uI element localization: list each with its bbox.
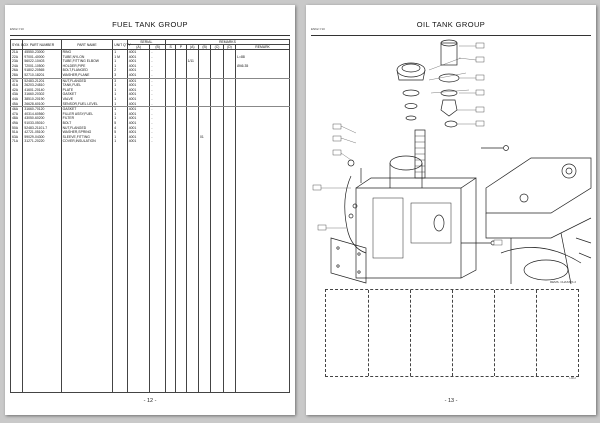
cell-part-name: SLEEVE,FITTING	[61, 135, 113, 140]
reference-code: LM12	[569, 377, 576, 380]
exploded-parts-diagram	[311, 38, 591, 284]
cell-qty: 5	[113, 130, 127, 135]
cell-qty: 1	[113, 97, 127, 102]
cell-part-name: GASKET	[61, 92, 113, 97]
cell-sym: 37A	[11, 78, 23, 83]
cell-serial-a: 4001	[127, 139, 150, 144]
cell-part-name: COVER,INSULATION	[61, 139, 113, 144]
cell-qty: 4	[113, 126, 127, 131]
cell-serial-b: -	[150, 55, 165, 60]
cell-sym: 21A	[11, 50, 23, 55]
page-title: FUEL TANK GROUP	[112, 20, 188, 29]
cell-qty: 1	[113, 112, 127, 117]
parts-table	[10, 39, 290, 393]
header-unit-qty: UNIT Q'TY	[113, 40, 127, 50]
empty-cell	[150, 144, 165, 393]
header-s: S	[165, 45, 175, 50]
cell-part-name: FILTER	[61, 116, 113, 121]
cell-part-name: TUBE,NYLON	[61, 55, 113, 60]
cell-serial-b: -	[150, 112, 165, 117]
cell-serial-b: -	[150, 92, 165, 97]
cell-remark: L=88	[236, 55, 290, 60]
cell-part-number: 97001-40000	[23, 55, 61, 60]
cell-qty: 1	[113, 116, 127, 121]
cell-serial-a: 4001	[127, 55, 150, 60]
cell-part-name: FILLER ASSY,FUEL	[61, 112, 113, 117]
dashed-divider	[494, 290, 495, 376]
title-rule	[10, 35, 290, 36]
cell-part-name: BOLT,FLANGED	[61, 68, 113, 73]
cell-part-name: HOLDER,PIPE	[61, 64, 113, 69]
cell-qty: 1	[113, 50, 127, 55]
cell-serial-a: 4001	[127, 126, 150, 131]
cell-part-number: 91033-05010	[23, 121, 61, 126]
cell-sym: 42A	[11, 88, 23, 93]
cell-part-number: 31660-20302	[23, 92, 61, 97]
cell-qty: 1	[113, 64, 127, 69]
cell-sym: 44A	[11, 97, 23, 102]
cell-serial-a: 4001	[127, 88, 150, 93]
cell-part-number: 59029-04300	[23, 135, 61, 140]
cell-serial-b: -	[150, 78, 165, 83]
header-d: (D)	[223, 45, 235, 50]
diagram-sheet-label: REMS. CHASSIS 2	[549, 280, 576, 284]
cell-part-number: 31660-70120	[23, 107, 61, 112]
cell-sym: 22A	[11, 55, 23, 60]
cell-serial-a: 4001	[127, 135, 150, 140]
cell-serial-b: -	[150, 135, 165, 140]
cell-part-number: 26203-24810	[23, 83, 61, 88]
cell-qty: 5	[113, 121, 127, 126]
dashed-divider	[452, 290, 453, 376]
cell-serial-b: -	[150, 59, 165, 64]
cell-serial-b: -	[150, 83, 165, 88]
cell-serial-a: 4001	[127, 112, 150, 117]
cell-part-number: 40314-60560	[23, 112, 61, 117]
cell-part-number: 52710-18201	[23, 73, 61, 78]
cell-serial-a: 4001	[127, 97, 150, 102]
header-serial-a: (A)	[127, 45, 150, 50]
doc-code: EN62-Y10	[10, 27, 24, 31]
cell-qty: 2	[113, 68, 127, 73]
empty-cell	[211, 144, 223, 393]
cell-serial-a: 4001	[127, 73, 150, 78]
cell-part-name: VALVE	[61, 97, 113, 102]
cell-sym: 71A	[11, 139, 23, 144]
empty-cell	[11, 144, 23, 393]
cell-remark: Ø46.35	[236, 64, 290, 69]
empty-cell	[113, 144, 127, 393]
header-remarks: REMARKS	[165, 40, 289, 45]
cell-serial-b: -	[150, 107, 165, 112]
cell-remark-a: 1/11	[186, 59, 198, 64]
cell-serial-a: 4001	[127, 59, 150, 64]
cell-part-number: 52483-21201	[23, 78, 61, 83]
cell-serial-b: -	[150, 68, 165, 73]
cell-serial-a: 4001	[127, 107, 150, 112]
header-serial: SERIAL	[127, 40, 165, 45]
cell-part-number: 41601-20140	[23, 88, 61, 93]
cell-part-number: 26628-60100	[23, 102, 61, 107]
cell-sym: 50A	[11, 126, 23, 131]
empty-cell	[198, 144, 210, 393]
cell-qty: 1	[113, 102, 127, 107]
cell-serial-b: -	[150, 126, 165, 131]
cell-sym: 51A	[11, 130, 23, 135]
header-sym-no: SYM. BOX	[11, 40, 23, 50]
header-part-number: PART NUMBER	[23, 40, 61, 50]
empty-cell	[236, 144, 290, 393]
cell-serial-a: 4001	[127, 64, 150, 69]
dashed-divider	[410, 290, 411, 376]
cell-part-name: SENSOR,FUEL LEVEL	[61, 102, 113, 107]
doc-code: EN62-Y10	[311, 27, 325, 31]
cell-serial-b: -	[150, 102, 165, 107]
cell-sym: 24A	[11, 64, 23, 69]
cell-part-number: 38510-20190	[23, 97, 61, 102]
page-number: - 12 -	[143, 398, 157, 404]
cell-serial-b: -	[150, 121, 165, 126]
cell-part-name: NUT,FLANGED	[61, 126, 113, 131]
cell-part-name: TUBE,FITTING ELBOW	[61, 59, 113, 64]
cell-qty: 1	[113, 88, 127, 93]
cell-sym: 26A	[11, 68, 23, 73]
cell-part-number: 91802-20565	[23, 68, 61, 73]
header-c: (C)	[211, 45, 223, 50]
cell-qty: 1 M	[113, 55, 127, 60]
header-p: P	[176, 45, 186, 50]
empty-cell	[165, 144, 175, 393]
page-title: OIL TANK GROUP	[416, 20, 486, 29]
empty-cell	[127, 144, 150, 393]
header-serial-b: (B)	[150, 45, 165, 50]
dashed-reference-box	[325, 289, 579, 377]
header-remark: REMARK	[236, 45, 290, 50]
cell-part-name: GASKET	[61, 107, 113, 112]
empty-cell	[23, 144, 61, 393]
cell-part-number: 31271-20220	[23, 139, 61, 144]
cell-remark-b: 01	[198, 135, 210, 140]
cell-serial-a: 4001	[127, 50, 150, 55]
dashed-divider	[368, 290, 369, 376]
cell-sym: 49A	[11, 121, 23, 126]
cell-serial-a: 4001	[127, 116, 150, 121]
cell-serial-b: -	[150, 50, 165, 55]
cell-part-name: WASHER,SPRING	[61, 130, 113, 135]
cell-qty: 3	[113, 73, 127, 78]
cell-part-name: BOLT	[61, 121, 113, 126]
cell-part-name: TANK,FUEL	[61, 83, 113, 88]
cell-sym: 48A	[11, 116, 23, 121]
cell-part-number: 43050-60200	[23, 116, 61, 121]
cell-serial-a: 4001	[127, 102, 150, 107]
right-page	[306, 5, 596, 415]
cell-serial-a: 4001	[127, 78, 150, 83]
cell-serial-b: -	[150, 64, 165, 69]
left-page	[5, 5, 295, 415]
title-rule	[311, 35, 591, 36]
table-filler-row	[11, 144, 290, 393]
cell-qty: 1	[113, 83, 127, 88]
cell-serial-a: 4001	[127, 68, 150, 73]
empty-cell	[186, 144, 198, 393]
cell-serial-a: 4001	[127, 121, 150, 126]
empty-cell	[61, 144, 113, 393]
header-a: (A)	[186, 45, 198, 50]
cell-qty: 1	[113, 107, 127, 112]
cell-serial-b: -	[150, 130, 165, 135]
cell-part-number: 72001-10500	[23, 64, 61, 69]
header-part-name: PART NAME	[61, 40, 113, 50]
cell-sym: 63A	[11, 135, 23, 140]
cell-sym: 43A	[11, 92, 23, 97]
cell-sym: 23A	[11, 59, 23, 64]
cell-serial-b: -	[150, 73, 165, 78]
cell-part-number: 45550-23000	[23, 50, 61, 55]
cell-qty: 1	[113, 59, 127, 64]
cell-sym: 28A	[11, 73, 23, 78]
cell-sym: 45A	[11, 102, 23, 107]
cell-serial-a: 4001	[127, 92, 150, 97]
cell-qty: 1	[113, 135, 127, 140]
cell-serial-b: -	[150, 116, 165, 121]
cell-sym: 41A	[11, 83, 23, 88]
cell-serial-a: 4001	[127, 83, 150, 88]
cell-serial-b: -	[150, 139, 165, 144]
cell-serial-b: -	[150, 88, 165, 93]
page-number: - 13 -	[444, 398, 458, 404]
cell-serial-b: -	[150, 97, 165, 102]
cell-part-name: NUT,FLANGED	[61, 78, 113, 83]
cell-qty: 1	[113, 139, 127, 144]
cell-qty: 1	[113, 92, 127, 97]
cell-part-number: 56022-10403	[23, 59, 61, 64]
cell-qty: 3	[113, 78, 127, 83]
empty-cell	[223, 144, 235, 393]
cell-part-name: RING	[61, 50, 113, 55]
cell-part-name: PLATE	[61, 88, 113, 93]
cell-serial-a: 4001	[127, 130, 150, 135]
cell-part-number: 52483-21101-7	[23, 126, 61, 131]
empty-cell	[176, 144, 186, 393]
cell-part-name: WASHER,PLANE	[61, 73, 113, 78]
parts-body	[11, 50, 290, 393]
dashed-divider	[536, 290, 537, 376]
cell-sym: 47A	[11, 112, 23, 117]
cell-sym: 46A	[11, 107, 23, 112]
header-b: (B)	[198, 45, 210, 50]
cell-part-number: 42721-05100	[23, 130, 61, 135]
